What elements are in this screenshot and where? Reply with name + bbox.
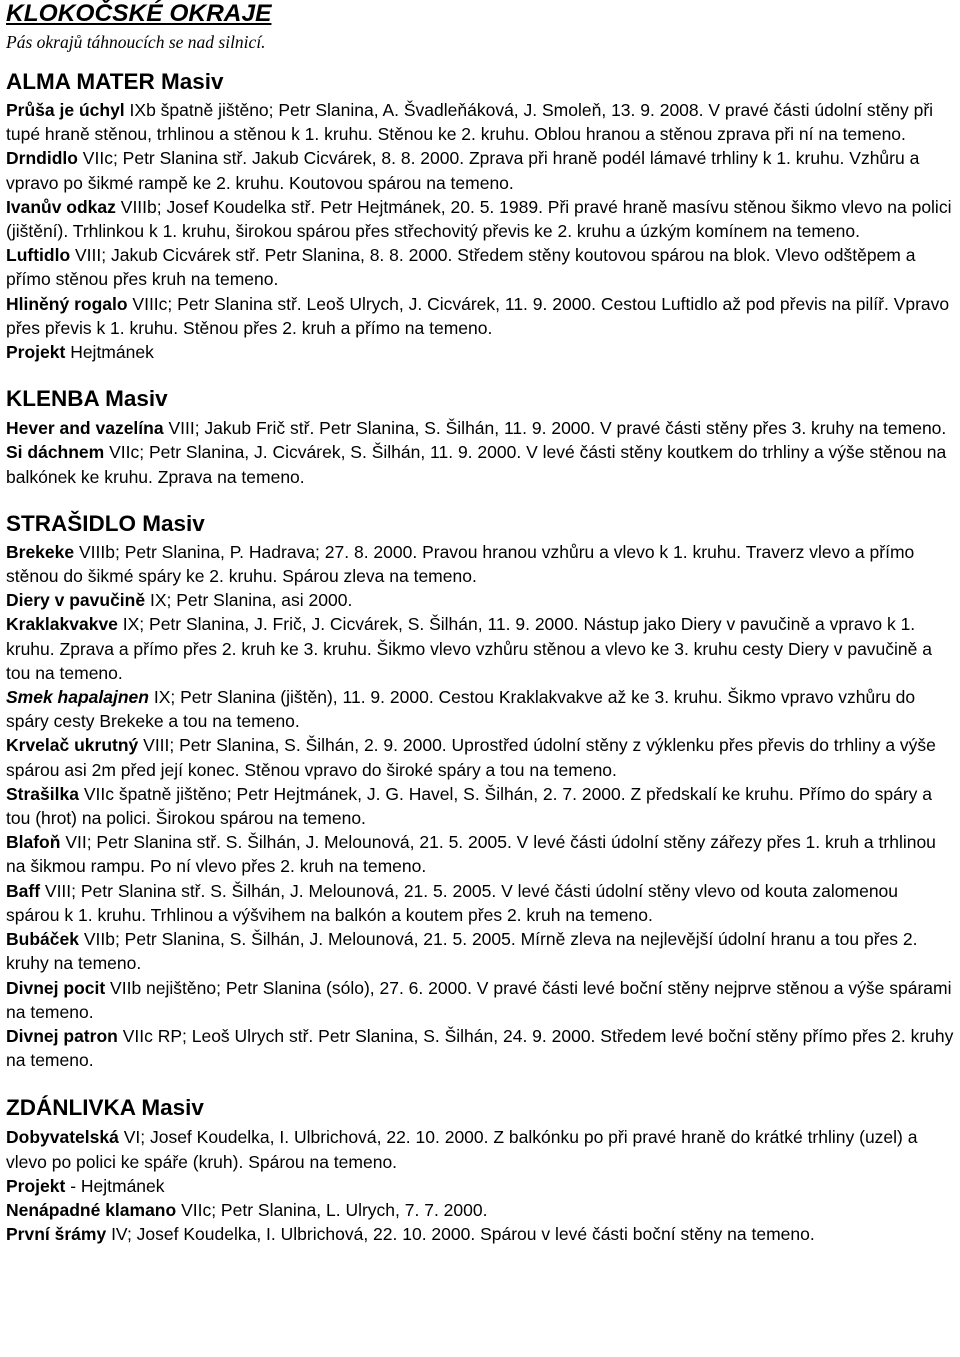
route-entry [6, 927, 954, 975]
sector-zdanlivka [6, 1093, 954, 1246]
route-description: VII; Petr Slanina stř. S. Šilhán, J. Melounová, 21. 5. 2005. V levé části údolní stěny zářezy přes 1. kruh a trhlinou na šikmou rampu. Po ní vlevo přes 2. kruh na temeno. [6, 832, 936, 877]
page-title: KLOKOČSKÉ OKRAJE [6, 0, 272, 27]
route-description: VI; Josef Koudelka, I. Ulbrichová, 22. 10. 2000. Z balkónku po při pravé hraně do krátké trhliny (uzel) a vlevo po polici ke spáře (kruh). Spárou na temeno. [6, 1127, 918, 1172]
sector-klenba [6, 384, 954, 489]
sector-alma-mater [6, 67, 954, 364]
route-name: Bubáček [6, 929, 79, 950]
route-name: První šrámy [6, 1224, 107, 1245]
route-name: Ivanův odkaz [6, 196, 116, 217]
route-entry [6, 1125, 954, 1173]
route-description: Hejtmánek [65, 342, 154, 363]
route-entry [6, 195, 954, 243]
route-entry [6, 588, 954, 612]
route-entry [6, 1222, 954, 1246]
route-name: Smek hapalajnen [6, 687, 149, 708]
route-name: Baff [6, 880, 41, 901]
route-description: IV; Josef Koudelka, I. Ulbrichová, 22. 10. 2000. Spárou v levé části boční stěny na temeno. [106, 1224, 815, 1245]
route-description: VIIIc; Petr Slanina stř. Leoš Ulrych, J. Cicvárek, 11. 9. 2000. Cestou Luftidlo až pod převis na pilíř. Vpravo přes převis k 1. kruhu. Stěnou přes 2. kruh a přímo na temeno. [6, 293, 950, 338]
route-name: Divnej patron [6, 1025, 118, 1046]
route-entry [6, 416, 954, 440]
sector-strasidlo [6, 509, 954, 1072]
route-entry [6, 733, 954, 781]
route-entry [6, 292, 954, 340]
route-entry [6, 612, 954, 685]
route-entry [6, 243, 954, 291]
route-description: VIII; Jakub Frič stř. Petr Slanina, S. Šilhán, 11. 9. 2000. V pravé části stěny přes 3. kruhy na temeno. [163, 418, 947, 439]
route-description: IXb špatně jištěno; Petr Slanina, A. Švadleňáková, J. Smoleň, 13. 9. 2008. V pravé části údolní stěny při tupé hraně stěnou, trhlinou a stěnou k 1. kruhu. Stěnou ke 2. kruhu. Oblou hranou a stěnou zprava při ní na temeno. [6, 100, 934, 145]
route-name: Dobyvatelská [6, 1127, 119, 1148]
route-description: VIIc; Petr Slanina stř. Jakub Cicvárek, 8. 8. 2000. Zprava při hraně podél lámavé trhliny k 1. kruhu. Vzhůru a vpravo po šikmé rampě ke 2. kruhu. Koutovou spárou na temeno. [6, 148, 920, 193]
route-entry [6, 440, 954, 488]
route-entry [6, 685, 954, 733]
route-entry [6, 830, 954, 878]
route-description: - Hejtmánek [65, 1175, 165, 1196]
route-entry [6, 782, 954, 830]
route-name: Drndidlo [6, 148, 78, 169]
route-description: VIIc; Petr Slanina, J. Cicvárek, S. Šilhán, 11. 9. 2000. V levé části stěny koutkem do trhliny a výše stěnou na balkónek ke kruhu. Zprava na temeno. [6, 442, 947, 487]
route-name: Kraklakvakve [6, 614, 118, 635]
route-description: VIIc; Petr Slanina, L. Ulrych, 7. 7. 2000. [176, 1199, 488, 1220]
route-description: IX; Petr Slanina, asi 2000. [145, 590, 353, 611]
route-description: VIII; Jakub Cicvárek stř. Petr Slanina, 8. 8. 2000. Středem stěny koutovou spárou na blok. Vlevo odštěpem a přímo stěnou přes kruh na temeno. [6, 245, 916, 290]
route-name: Projekt [6, 1175, 66, 1196]
route-description: VIIc špatně jištěno; Petr Hejtmánek, J. G. Havel, S. Šilhán, 2. 7. 2000. Z předskalí ke kruhu. Přímo do spáry a tou (hrot) na polici. Širokou spárou na temeno. [6, 783, 933, 829]
route-entry [6, 340, 954, 364]
route-name: Luftidlo [6, 245, 71, 266]
route-description: VIIc RP; Leoš Ulrych stř. Petr Slanina, S. Šilhán, 24. 9. 2000. Středem levé boční stěny přímo přes 2. kruhy na temeno. [6, 1025, 954, 1071]
route-entry [6, 1198, 954, 1222]
route-name: Strašilka [6, 783, 79, 804]
sector-heading: ALMA MATER Masiv [6, 69, 224, 94]
sector-heading: ZDÁNLIVKA Masiv [6, 1095, 204, 1121]
route-name: Si dáchnem [6, 442, 105, 463]
route-name: Brekeke [6, 541, 75, 562]
route-entry [6, 98, 954, 146]
route-description: VIIIb; Petr Slanina, P. Hadrava; 27. 8. 2000. Pravou hranou vzhůru a vlevo k 1. kruhu. Traverz vlevo a přímo stěnou do šikmé spáry ke 2. kruhu. Spárou zleva na temeno. [6, 541, 915, 587]
route-name: Krvelač ukrutný [6, 735, 139, 756]
route-entry [6, 540, 954, 588]
route-name: Blafoň [6, 832, 61, 853]
route-entry [6, 879, 954, 927]
page-subtitle: Pás okrajů táhnoucích se nad silnicí. [6, 32, 266, 52]
route-entry [6, 1024, 954, 1072]
route-name: Divnej pocit [6, 977, 106, 998]
route-description: VIIb nejištěno; Petr Slanina (sólo), 27. 6. 2000. V pravé části levé boční stěny nejprve stěnou a výše spárami na temeno. [6, 977, 952, 1022]
route-description: IX; Petr Slanina, J. Frič, J. Cicvárek, S. Šilhán, 11. 9. 2000. Nástup jako Diery v pavučině a vpravo k 1. kruhu. Zprava a přímo přes 2. kruh ke 3. kruhu. Šikmo vlevo vzhůru stěnou a vlevo ke 3. kruhu cesty Diery v pavučině a tou na temeno. [6, 614, 932, 683]
route-description: IX; Petr Slanina (jištěn), 11. 9. 2000. Cestou Kraklakvakve až ke 3. kruhu. Šikmo vpravo vzhůru do spáry cesty Brekeke a tou na temeno. [6, 687, 916, 732]
route-name: Nenápadné klamano [6, 1199, 177, 1220]
route-entry [6, 976, 954, 1024]
sector-heading: STRAŠIDLO Masiv [6, 510, 205, 536]
route-description: VIIb; Petr Slanina, S. Šilhán, J. Melounová, 21. 5. 2005. Mírně zleva na nejlevější údolní hranu a tou přes 2. kruhy na temeno. [6, 929, 918, 974]
route-entry [6, 1174, 954, 1198]
route-entry [6, 146, 954, 194]
route-description: VIII; Petr Slanina stř. S. Šilhán, J. Melounová, 21. 5. 2005. V levé části údolní stěny vlevo od kouta zalomenou spárou k 1. kruhu. Trhlinou a výšvihem na balkón a koutem přes 2. kruh na temeno. [6, 880, 899, 925]
route-name: Hliněný rogalo [6, 293, 128, 314]
route-name: Průša je úchyl [6, 100, 125, 120]
route-name: Hever and vazelína [6, 418, 164, 439]
route-name: Projekt [6, 342, 66, 363]
route-name: Diery v pavučině [6, 590, 146, 611]
route-description: VIII; Petr Slanina, S. Šilhán, 2. 9. 2000. Uprostřed údolní stěny z výklenku přes převis do trhliny a výše spárou asi 2m před její konec. Stěnou vpravo do široké spáry a tou na temeno. [6, 735, 936, 780]
route-description: VIIIb; Josef Koudelka stř. Petr Hejtmánek, 20. 5. 1989. Při pravé hraně masívu stěnou šikmo vlevo na polici (jištění). Trhlinkou k 1. kruhu, širokou spárou přes střechovitý převis ke 2. kruhu a úzkým komínem na temeno. [6, 196, 952, 242]
sector-heading: KLENBA Masiv [6, 386, 168, 412]
